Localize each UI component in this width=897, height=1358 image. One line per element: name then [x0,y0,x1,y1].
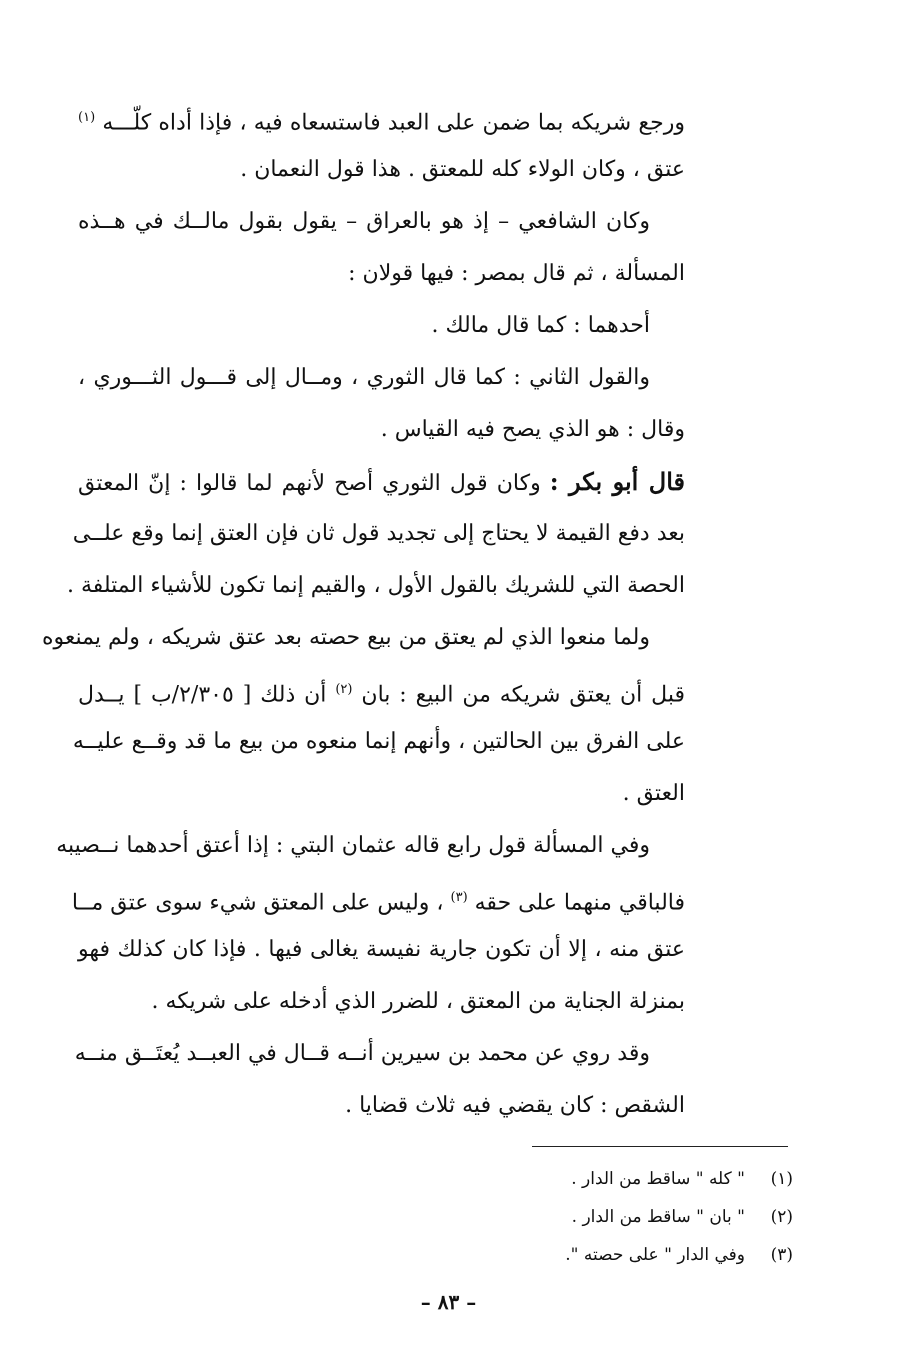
text-line: المسألة ، ثم قال بمصر : فيها قولان : [348,261,685,286]
footnote-divider [532,1146,788,1147]
text-line: بعد دفع القيمة لا يحتاج إلى تجديد قول ثان فإن العتق إنما وقع علــى [72,521,685,546]
footnote-text: " كله " ساقط من الدار . [571,1169,745,1189]
text-line: ورجع شريكه بما ضمن على العبد فاستسعاه فيه ، فإذا أداه كلّـــه $^{(١)}$ [78,110,685,136]
footnote-text: " بان " ساقط من الدار . [571,1207,745,1227]
footnote-number: (٣) [770,1245,793,1265]
text-line: العتق . [622,781,685,806]
text-line: عتق منه ، إلا أن تكون جارية نفيسة يغالى فيها . فإذا كان كذلك فهو [78,937,685,962]
text-line: وقال : هو الذي يصح فيه القياس . [380,417,685,442]
text-line: قال أبو بكر : وكان قول الثوري أصح لأنهم لما قالوا : إنّ المعتق [78,467,685,496]
text-line: قبل أن يعتق شريكه من البيع : بان $^{(٢)}$ أن ذلك [ ٢/٣٠٥/ب ] يــدل [78,682,685,708]
footnote-ref[interactable]: (٢) [335,682,353,697]
text-line: وكان الشافعي – إذ هو بالعراق – يقول بقول مالــك في هــذه [78,209,650,234]
footnote-number: (١) [770,1169,793,1189]
text-line: عتق ، وكان الولاء كله للمعتق . هذا قول النعمان . [240,157,685,182]
footnotes [565,1160,793,1274]
text-line: بمنزلة الجناية من المعتق ، للضرر الذي أدخله على شريكه . [151,989,685,1014]
main-text [41,92,685,1132]
text-line: الحصة التي للشريك بالقول الأول ، والقيم إنما تكون للأشياء المتلفة . [66,573,685,598]
page-number: – ٨٣ – [420,1290,477,1314]
text-line: وقد روي عن محمد بن سيرين أنــه قــال في العبــد يُعتَــق منــه [74,1041,650,1066]
text-line: والقول الثاني : كما قال الثوري ، ومــال إلى قـــول الثـــوري ، [78,365,650,390]
text-line: فالباقي منهما على حقه $^{(٣)}$ ، وليس على المعتق شيء سوى عتق مــا [71,890,685,916]
footnote-item [565,1160,793,1198]
footnote-ref[interactable]: (٣) [450,890,468,905]
text-line: أحدهما : كما قال مالك . [431,313,650,338]
speaker-label: قال أبو بكر : [549,467,685,496]
text-line: الشقص : كان يقضي فيه ثلاث قضايا . [345,1093,685,1118]
footnote-ref[interactable]: (١) [78,110,96,125]
text-line: على الفرق بين الحالتين ، وأنهم إنما منعوه من بيع ما قد وقــع عليــه [72,729,685,754]
footnote-item [565,1198,793,1236]
text-line: وفي المسألة قول رابع قاله عثمان البتي : إذا أعتق أحدهما نــصيبه [56,833,650,858]
footnote-text: وفي الدار " على حصته ". [565,1245,745,1265]
footnote-item [565,1236,793,1274]
footnote-number: (٢) [770,1207,793,1227]
text-line: ولما منعوا الذي لم يعتق من بيع حصته بعد عتق شريكه ، ولم يمنعوه [41,625,650,650]
